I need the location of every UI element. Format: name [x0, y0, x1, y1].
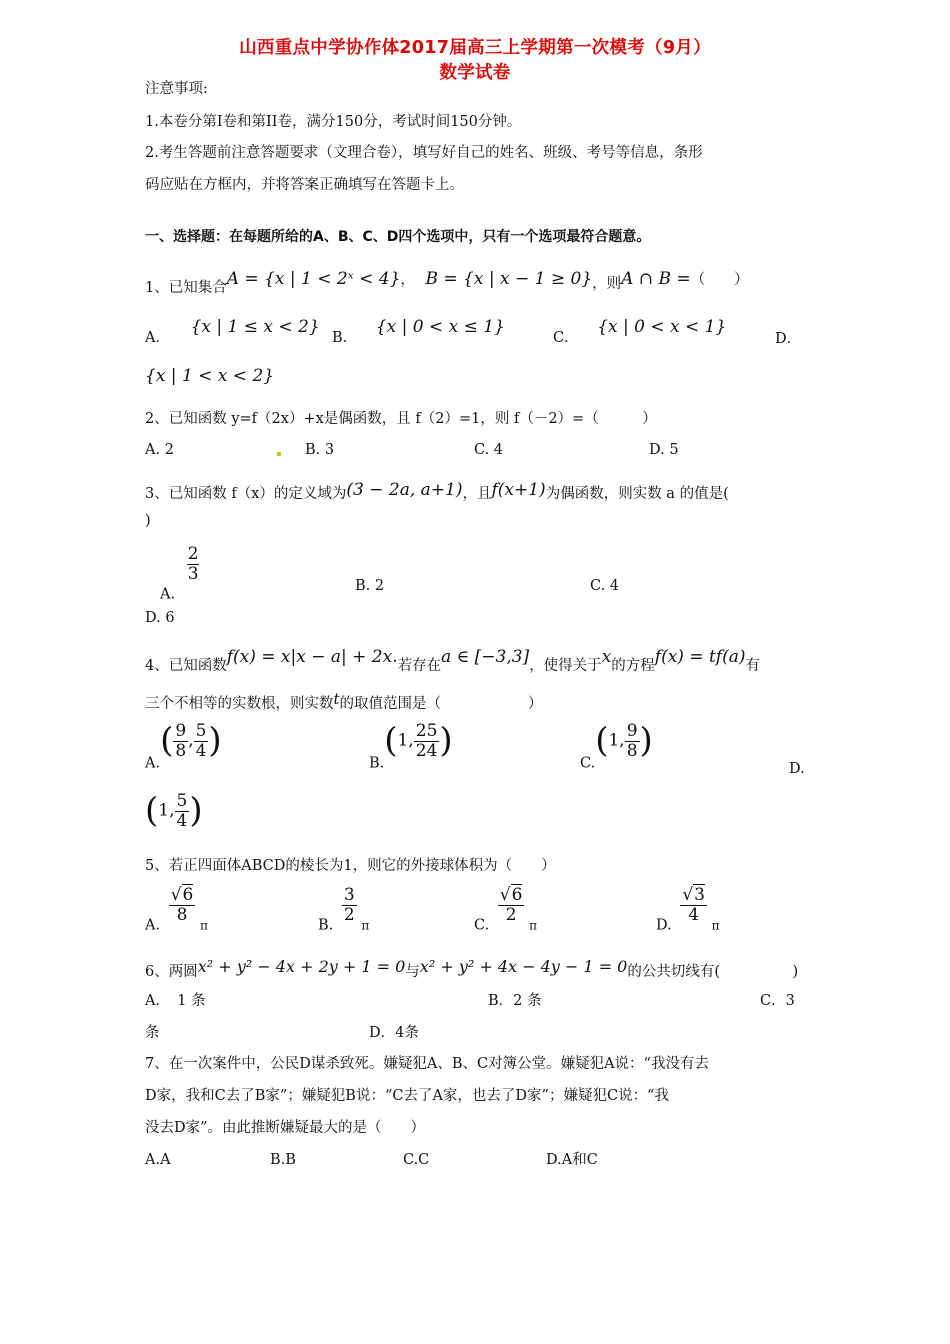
exam-subtitle: 数学试卷	[439, 63, 511, 83]
option-a-label: A.	[160, 586, 176, 603]
denominator: 4	[195, 741, 207, 761]
denominator: 4	[688, 905, 700, 925]
denominator: 3	[187, 564, 199, 584]
q7-option-c: C.C	[403, 1152, 430, 1168]
q2-option-c: C. 4	[474, 442, 504, 458]
q3-option-c: C. 4	[590, 578, 620, 594]
fraction	[680, 886, 707, 925]
fraction	[175, 792, 190, 831]
option-c-formula: {x | 0 < x < 1}	[597, 317, 727, 337]
question-4-stem: 4、已知函数f(x) = x|x − a| + 2x.若存在a ∈ [−3,3]，使得关于x的方程f(x) = tf(a)有	[145, 647, 761, 674]
question-7-line-2: D家，我和C去了B家”；嫌疑犯B说：“C去了A家，也去了D家”；嫌疑犯C说：“我	[145, 1088, 669, 1104]
option-c-label: C.	[580, 755, 596, 772]
q5-option-c	[474, 886, 537, 935]
right-paren: )	[439, 720, 453, 761]
numerator: 2	[187, 544, 199, 564]
circle-1-equation: x² + y² − 4x + 2y + 1 = 0	[197, 957, 406, 976]
equation-formula: f(x) = tf(a)	[654, 647, 746, 667]
q3-option-a	[160, 545, 201, 604]
pi-symbol: π	[529, 918, 537, 933]
option-a-label: A.	[145, 917, 161, 934]
q4-option-c	[580, 722, 653, 773]
option-d-label: D．	[775, 331, 802, 347]
denominator: 8	[175, 741, 187, 761]
numerator: 5	[176, 791, 188, 811]
fraction	[498, 886, 525, 925]
pi-symbol: π	[199, 918, 208, 933]
option-a-fraction	[186, 545, 201, 584]
intersection-formula: A ∩ B =	[621, 269, 691, 289]
option-b-label: B.	[369, 755, 385, 772]
q4-option-d-label: D.	[789, 761, 805, 777]
question-2-stem: 2、已知函数 y=f（2x）+x是偶函数，且 f（2）=1，则 f（－2）=（ ）	[145, 411, 657, 427]
question-5-stem: 5、若正四面体ABCD的棱长为1，则它的外接球体积为（ ）	[145, 858, 556, 874]
set-b-formula: B = {x | x − 1 ≥ 0}	[425, 269, 593, 289]
notice-item-2-line-1: 2.考生答题前注意答题要求（文理合卷），填写好自己的姓名、班级、考号等信息，条形	[145, 145, 703, 161]
pi-symbol: π	[711, 918, 720, 933]
q1-option-b	[332, 318, 505, 347]
left-paren: (	[160, 720, 174, 761]
q5-option-d	[656, 886, 720, 935]
section-heading: 一、选择题：在每题所给的A、B、C、D四个选项中，只有一个选项最符合题意。	[145, 229, 651, 245]
option-d-formula: {x | 1 < x < 2}	[145, 366, 275, 386]
fraction	[194, 722, 209, 761]
q5-option-b	[318, 886, 369, 935]
left-paren: (	[384, 720, 398, 761]
question-6-stem: 6、两圆x² + y² − 4x + 2y + 1 = 0与x² + y² + 4x − 4y − 1 = 0的公共切线有( )	[145, 957, 799, 980]
q6-option-c: C．3	[760, 993, 795, 1009]
option-b-label: B．	[332, 330, 358, 346]
option-b-formula: {x | 0 < x ≤ 1}	[375, 317, 505, 337]
question-1-options	[145, 318, 320, 347]
option-b-label: B.	[318, 917, 334, 934]
variable-t: t	[333, 690, 340, 708]
notice-heading: 注意事项:	[145, 81, 208, 97]
numerator: √6	[170, 885, 194, 905]
radicand: 6	[182, 885, 194, 905]
option-c-label: C.	[474, 917, 490, 934]
q6-option-b: B．2 条	[488, 993, 542, 1009]
domain-formula: (3 − 2a, a+1)	[346, 480, 463, 500]
numerator: 9	[626, 721, 638, 741]
question-3-stem: 3、已知函数 f（x）的定义域为(3 − 2a, a+1)，且f(x+1)为偶函数，则实数 a 的值是(	[145, 480, 729, 502]
set-a-formula: A = {x | 1 < 2ˣ < 4}	[226, 269, 401, 289]
q6-option-c-continued: 条	[145, 1025, 160, 1041]
numerator: 3	[343, 885, 355, 905]
q2-option-a: A. 2	[145, 442, 174, 458]
q7-option-d: D.A和C	[546, 1152, 598, 1168]
fraction	[169, 886, 196, 925]
parameter-range-formula: a ∈ [−3,3]	[441, 647, 530, 667]
fraction	[414, 722, 440, 761]
option-a-label: A．	[145, 330, 170, 346]
interval-start: 1,	[397, 730, 414, 751]
option-c-label: C．	[553, 330, 579, 346]
denominator: 8	[626, 741, 638, 761]
fraction	[342, 886, 357, 925]
radicand: 6	[511, 885, 523, 905]
radicand: 3	[694, 885, 705, 905]
denominator: 24	[415, 741, 438, 761]
q1-option-c	[553, 318, 726, 347]
question-7-line-3: 没去D家”。由此推断嫌疑最大的是（ ）	[145, 1120, 426, 1136]
fraction	[625, 722, 640, 761]
exam-title: 山西重点中学协作体2017届高三上学期第一次模考（9月）	[239, 38, 711, 58]
q4-option-a: A.( $\frac{9}{8}$ , $\frac{5}{4}$ )	[145, 720, 222, 772]
q6-option-d: D．4条	[369, 1025, 419, 1041]
interval-start: 1,	[158, 800, 175, 821]
q3-option-b: B. 2	[355, 578, 385, 594]
right-paren: )	[189, 790, 203, 831]
q3-option-d: D. 6	[145, 610, 175, 626]
pi-symbol: π	[361, 918, 370, 933]
q2-option-d: D. 5	[649, 442, 679, 458]
variable-x: x	[601, 647, 612, 667]
notice-item-2-line-2: 码应贴在方框内，并将答案正确填写在答题卡上。	[145, 177, 464, 193]
notice-item-1: 1.本卷分第Ⅰ卷和第II卷，满分150分，考试时间150分钟。	[145, 114, 522, 130]
left-paren: (	[595, 720, 609, 761]
option-a-label: A.	[145, 755, 161, 772]
question-3-stem-end: )	[145, 513, 151, 529]
q4-option-d	[145, 792, 203, 831]
denominator: 2	[343, 905, 355, 925]
function-formula: f(x) = x|x − a| + 2x.	[226, 647, 398, 667]
fraction	[173, 722, 188, 761]
option-d-label: D.	[656, 917, 672, 934]
denominator: 2	[505, 905, 517, 925]
shifted-function-formula: f(x+1)	[491, 480, 546, 500]
right-paren: )	[208, 720, 222, 761]
stray-mark	[277, 452, 281, 456]
right-paren: )	[639, 720, 653, 761]
numerator: 9	[175, 721, 187, 741]
option-a-formula: {x | 1 ≤ x < 2}	[190, 317, 320, 337]
circle-2-equation: x² + y² + 4x − 4y − 1 = 0	[419, 957, 628, 976]
q5-option-a	[145, 886, 208, 935]
question-1-stem: 1、已知集合A = {x | 1 < 2ˣ < 4}， B = {x | x − 1 ≥ 0}，则A ∩ B =（ ）	[145, 269, 749, 296]
numerator: 25	[415, 721, 438, 741]
numerator: 5	[195, 721, 207, 741]
q7-option-a: A.A	[145, 1152, 171, 1168]
q7-option-b: B.B	[270, 1152, 296, 1168]
numerator: √3	[682, 885, 705, 905]
question-4-stem-line-2: 三个不相等的实数根，则实数t的取值范围是（ ）	[145, 690, 543, 712]
denominator: 8	[176, 905, 188, 925]
numerator: √6	[499, 885, 523, 905]
interval-start: 1,	[608, 730, 625, 751]
q6-option-a: A． 1 条	[145, 993, 206, 1009]
left-paren: (	[145, 790, 159, 831]
q4-option-b	[369, 722, 453, 773]
denominator: 4	[176, 811, 188, 831]
question-7-line-1: 7、在一次案件中，公民D谋杀致死。嫌疑犯A、B、C对簿公堂。嫌疑犯A说：“我没有去	[145, 1056, 709, 1072]
q2-option-b: B. 3	[305, 442, 335, 458]
